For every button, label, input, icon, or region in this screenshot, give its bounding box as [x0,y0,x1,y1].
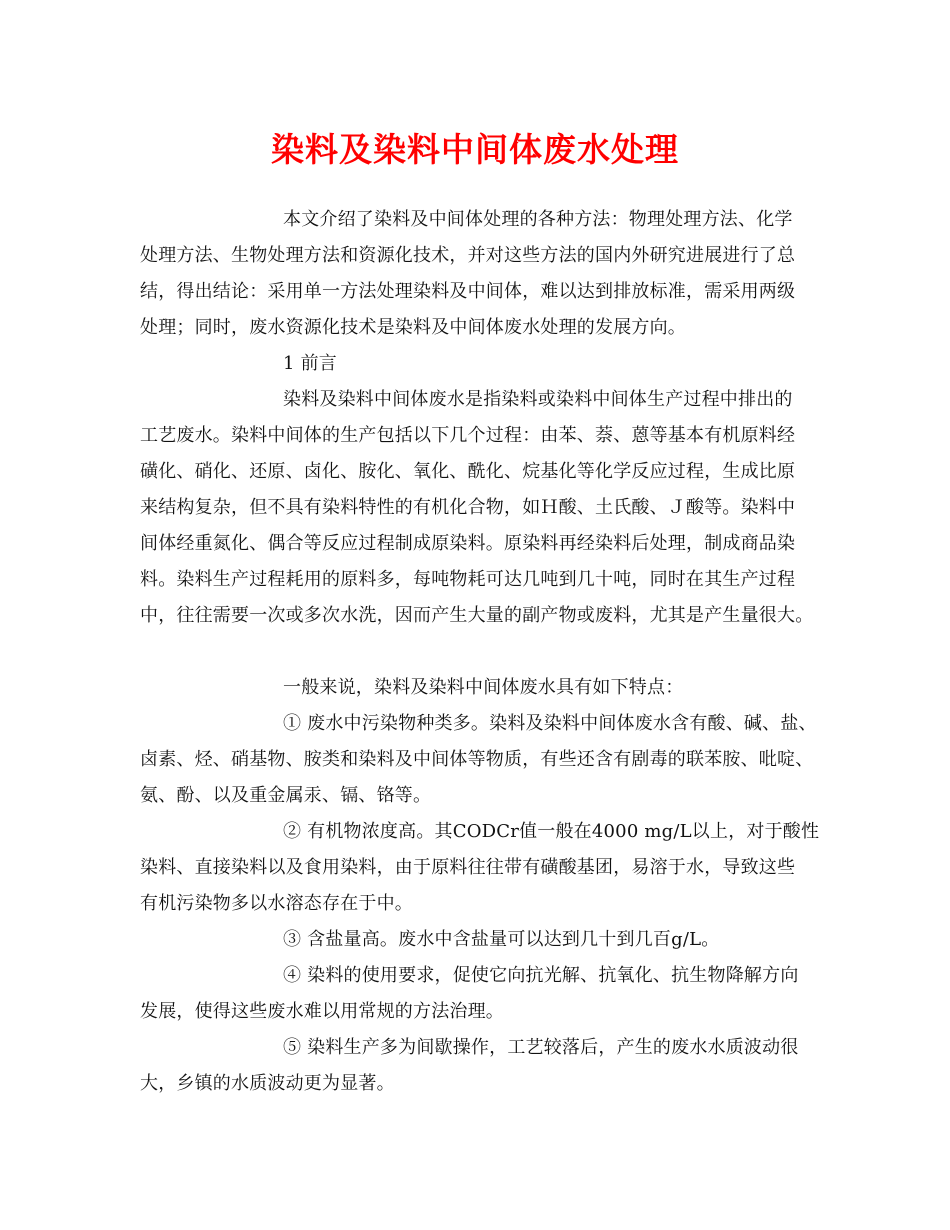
paragraph-line-1: 染料及染料中间体废水是指染料或染料中间体生产过程中排出的 [283,389,793,410]
feature-2-line-3: 有机污染物多以水溶态存在于中。 [140,893,413,914]
feature-3-line-1: ③ 含盐量高。废水中含盐量可以达到几十到几百g/L。 [283,929,720,950]
document-title: 染料及染料中间体废水处理 [271,130,679,169]
paragraph-line-6: 料。染料生产过程耗用的原料多，每吨物耗可达几吨到几十吨，同时在其生产过程 [140,569,796,590]
paragraph-line-3: 磺化、硝化、还原、卤化、胺化、氧化、酰化、烷基化等化学反应过程，生成比原 [140,461,796,482]
feature-2-line-1: ② 有机物浓度高。其CODCr值一般在4000 mg/L以上，对于酸性 [283,821,820,842]
feature-1-line-1: ① 废水中污染物种类多。染料及染料中间体废水含有酸、碱、盐、 [283,713,817,734]
paragraph-line-7: 中，往往需要一次或多次水洗，因而产生大量的副产物或废料，尤其是产生量很大。 [140,605,814,626]
abstract-line-2: 处理方法、生物处理方法和资源化技术，并对这些方法的国内外研究进展进行了总 [140,245,796,266]
feature-5-line-2: 大，乡镇的水质波动更为显著。 [140,1073,395,1094]
abstract-line-1: 本文介绍了染料及中间体处理的各种方法：物理处理方法、化学 [283,209,793,230]
feature-4-line-2: 发展，使得这些废水难以用常规的方法治理。 [140,1001,504,1022]
paragraph-line-4: 来结构复杂，但不具有染料特性的有机化合物，如Ｈ酸、土氏酸、Ｊ酸等。染料中 [140,497,796,518]
paragraph-line-2: 工艺废水。染料中间体的生产包括以下几个过程：由苯、萘、蒽等基本有机原料经 [140,425,796,446]
features-intro: 一般来说，染料及染料中间体废水具有如下特点： [283,677,684,698]
section-heading: 1 前言 [283,353,337,374]
abstract-line-4: 处理；同时，废水资源化技术是染料及中间体废水处理的发展方向。 [140,317,686,338]
feature-2-line-2: 染料、直接染料以及食用染料，由于原料往往带有磺酸基团，易溶于水，导致这些 [140,857,796,878]
feature-5-line-1: ⑤ 染料生产多为间歇操作，工艺较落后，产生的废水水质波动很 [283,1037,799,1058]
feature-1-line-2: 卤素、烃、硝基物、胺类和染料及中间体等物质，有些还含有剧毒的联苯胺、吡啶、 [140,749,814,770]
feature-4-line-1: ④ 染料的使用要求，促使它向抗光解、抗氧化、抗生物降解方向 [283,965,799,986]
feature-1-line-3: 氨、酚、以及重金属汞、镉、铬等。 [140,785,432,806]
abstract-line-3: 结，得出结论：采用单一方法处理染料及中间体，难以达到排放标准，需采用两级 [140,281,796,302]
paragraph-line-5: 间体经重氮化、偶合等反应过程制成原染料。原染料再经染料后处理，制成商品染 [140,533,796,554]
